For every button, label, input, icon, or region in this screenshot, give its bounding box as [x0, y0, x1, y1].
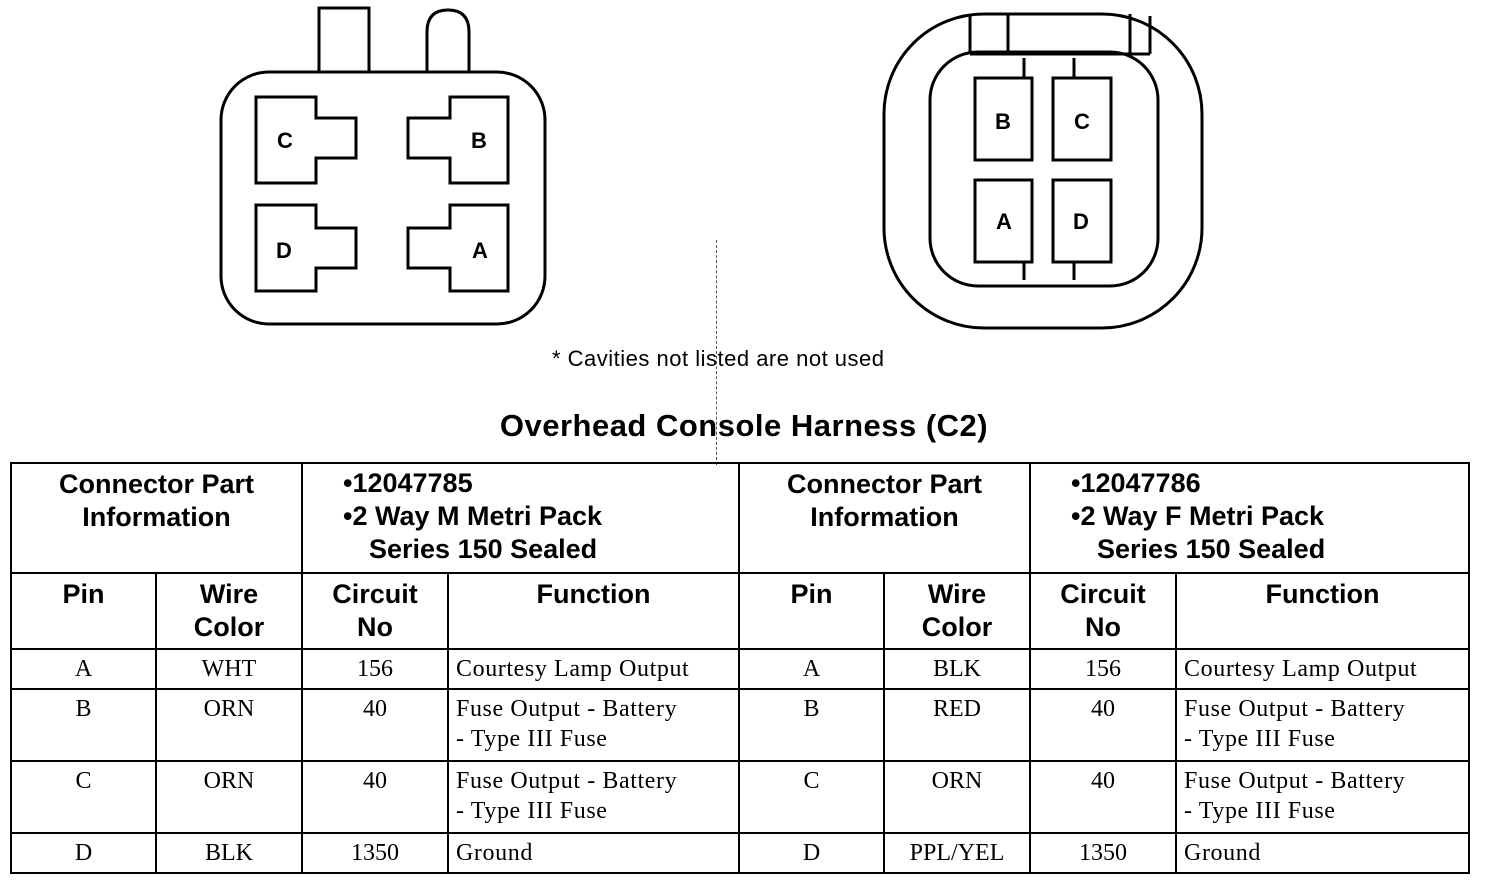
header-pin: Pin	[11, 573, 156, 649]
wire-color-cell: WHT	[156, 649, 302, 689]
function-cell: Ground	[1176, 833, 1469, 873]
pin-cell: D	[11, 833, 156, 873]
left-part-info-label: Connector Part Information	[11, 463, 302, 573]
left-part-series: Series 150 Sealed	[369, 534, 598, 564]
left-part-desc: • 2 Way M Metri Pack	[343, 500, 738, 533]
table-row	[11, 689, 1469, 761]
function-cell: Ground	[448, 833, 739, 873]
circuit-cell: 40	[1030, 689, 1176, 761]
right-part-info	[1030, 463, 1469, 573]
function-cell: Fuse Output - Battery - Type III Fuse	[1176, 761, 1469, 833]
function-cell: Fuse Output - Battery - Type III Fuse	[1176, 689, 1469, 761]
header-wire-color: Wire Color	[884, 573, 1030, 649]
right-cavity-c: C	[1074, 109, 1090, 134]
part-info-row	[11, 463, 1469, 573]
right-cavity-d: D	[1073, 209, 1089, 234]
right-connector	[884, 14, 1202, 328]
circuit-cell: 156	[1030, 649, 1176, 689]
circuit-cell: 40	[1030, 761, 1176, 833]
pin-cell: A	[11, 649, 156, 689]
function-cell: Courtesy Lamp Output	[448, 649, 739, 689]
function-cell: Fuse Output - Battery - Type III Fuse	[448, 689, 739, 761]
pin-cell: B	[739, 689, 884, 761]
header-function: Function	[1176, 573, 1469, 649]
header-wire-color: Wire Color	[156, 573, 302, 649]
function-cell: Fuse Output - Battery - Type III Fuse	[448, 761, 739, 833]
right-part-desc: • 2 Way F Metri Pack	[1071, 500, 1468, 533]
right-part-info-label: Connector Part Information	[739, 463, 1030, 573]
left-cavity-c: C	[277, 128, 293, 153]
wire-color-cell: ORN	[156, 689, 302, 761]
right-part-series: Series 150 Sealed	[1097, 534, 1326, 564]
wire-color-cell: BLK	[156, 833, 302, 873]
pinout-table	[10, 462, 1470, 874]
pin-cell: A	[739, 649, 884, 689]
header-circuit-no: Circuit No	[1030, 573, 1176, 649]
pin-cell: C	[11, 761, 156, 833]
pin-cell: D	[739, 833, 884, 873]
circuit-cell: 40	[302, 761, 448, 833]
left-cavity-a: A	[472, 238, 488, 263]
circuit-cell: 156	[302, 649, 448, 689]
circuit-cell: 1350	[1030, 833, 1176, 873]
header-pin: Pin	[739, 573, 884, 649]
table-row	[11, 649, 1469, 689]
column-header-row	[11, 573, 1469, 649]
connector-diagrams	[0, 0, 1488, 345]
pin-cell: C	[739, 761, 884, 833]
circuit-cell: 1350	[302, 833, 448, 873]
left-part-info	[302, 463, 739, 573]
wire-color-cell: BLK	[884, 649, 1030, 689]
circuit-cell: 40	[302, 689, 448, 761]
right-cavity-b: B	[995, 109, 1011, 134]
harness-title: Overhead Console Harness (C2)	[499, 408, 989, 443]
header-circuit-no: Circuit No	[302, 573, 448, 649]
header-function: Function	[448, 573, 739, 649]
unused-cavities-note: * Cavities not listed are not used	[552, 346, 885, 371]
left-cavity-b: B	[471, 128, 487, 153]
left-part-number: • 12047785	[343, 467, 738, 500]
table-row	[11, 833, 1469, 873]
left-connector	[221, 8, 545, 324]
left-cavity-d: D	[276, 238, 292, 263]
right-cavity-a: A	[996, 209, 1012, 234]
function-cell: Courtesy Lamp Output	[1176, 649, 1469, 689]
table-row	[11, 761, 1469, 833]
wire-color-cell: PPL/YEL	[884, 833, 1030, 873]
wire-color-cell: ORN	[884, 761, 1030, 833]
right-part-number: • 12047786	[1071, 467, 1468, 500]
pin-cell: B	[11, 689, 156, 761]
wire-color-cell: RED	[884, 689, 1030, 761]
wire-color-cell: ORN	[156, 761, 302, 833]
